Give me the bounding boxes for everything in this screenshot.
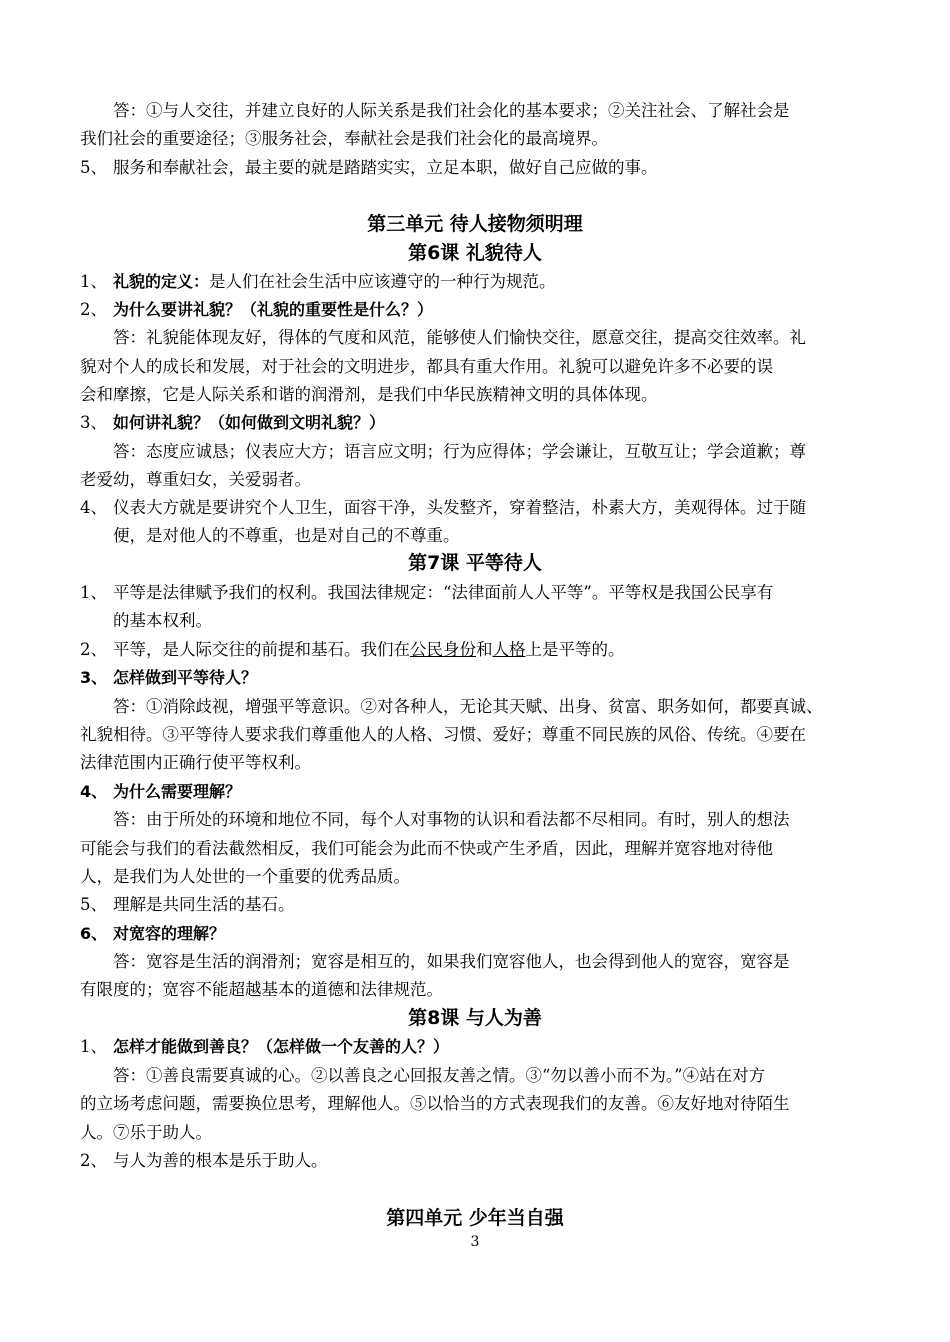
answer-line: 人。⑦乐于助人。	[80, 1123, 212, 1142]
item-text: 便，是对他人的不尊重，也是对自己的不尊重。	[113, 526, 460, 545]
answer-line: 答：态度应诚恳；仪表应大方；语言应文明；行为应得体；学会谦让，互敬互让；学会道歉；尊	[113, 442, 806, 461]
answer-line: 貌对个人的成长和发展，对于社会的文明进步，都具有重大作用。礼貌可以避免许多不必要的误	[80, 357, 773, 376]
lesson-heading: 第7课 平等待人	[408, 552, 542, 574]
answer-line: 我们社会的重要途径；③服务社会，奉献社会是我们社会化的最高境界。	[80, 129, 608, 148]
answer-line: 的立场考虑问题，需要换位思考，理解他人。⑤以恰当的方式表现我们的友善。⑥友好地对待陌生	[80, 1094, 790, 1113]
item-body: 是人们在社会生活中应该遵守的一种行为规范。	[209, 272, 556, 291]
lesson-heading: 第8课 与人为善	[408, 1007, 542, 1029]
item-number: 4、	[80, 782, 108, 801]
item-number: 4、	[80, 498, 107, 517]
item-text: 平等是法律赋予我们的权利。我国法律规定：“法律面前人人平等”。平等权是我国公民享有	[113, 583, 774, 602]
answer-line: 答：由于所处的环境和地位不同，每个人对事物的认识和看法都不尽相同。有时，别人的想法	[113, 810, 790, 829]
underlined-term: 人格	[492, 640, 526, 659]
page-number: 3	[470, 1234, 480, 1250]
item-text	[113, 271, 913, 293]
item-text: 的基本权利。	[113, 611, 212, 630]
answer-line: 法律范围内正确行使平等权利。	[80, 753, 311, 772]
answer-line: 答：①消除歧视，增强平等意识。②对各种人，无论其天赋、出身、贫富、职务如何，都要真诚、	[113, 697, 823, 716]
item-number: 5、	[80, 158, 107, 177]
answer-line: 答：宽容是生活的润滑剂；宽容是相互的，如果我们宽容他人，也会得到他人的宽容，宽容是	[113, 952, 790, 971]
answer-line: 会和摩擦，它是人际关系和谐的润滑剂，是我们中华民族精神文明的具体体现。	[80, 385, 658, 404]
answer-line: 答：①善良需要真诚的心。②以善良之心回报友善之情。③“勿以善小而不为。”④站在对方	[113, 1066, 766, 1085]
item-number: 5、	[80, 895, 107, 914]
item-number: 2、	[80, 1151, 107, 1170]
underlined-term: 公民身份	[410, 640, 476, 659]
item-label: 礼貌的定义：	[113, 272, 210, 291]
unit-heading: 第三单元 待人接物须明理	[367, 213, 583, 235]
item-number: 3、	[80, 668, 108, 687]
item-number: 2、	[80, 640, 107, 659]
item-number: 3、	[80, 413, 107, 432]
question-text: 如何讲礼貌？（如何做到文明礼貌？）	[113, 413, 386, 432]
question-text: 为什么需要理解？	[113, 782, 242, 801]
answer-line: 老爱幼，尊重妇女，关爱弱者。	[80, 470, 311, 489]
item-number: 6、	[80, 924, 108, 943]
answer-line: 礼貌相待。③平等待人要求我们尊重他人的人格、习惯、爱好；尊重不同民族的风俗、传统。④要在	[80, 725, 806, 744]
question-text: 怎样做到平等待人？	[113, 668, 258, 687]
answer-line: 可能会与我们的看法截然相反，我们可能会为此而不快或产生矛盾，因此，理解并宽容地对待他	[80, 839, 773, 858]
text-span: 上是平等的。	[525, 640, 625, 659]
unit-heading: 第四单元 少年当自强	[386, 1207, 564, 1229]
text-span: 平等，是人际交往的前提和基石。我们在	[113, 640, 410, 659]
item-number: 1、	[80, 272, 107, 291]
question-text: 为什么要讲礼貌？（礼貌的重要性是什么？）	[113, 300, 434, 319]
item-number: 1、	[80, 583, 107, 602]
answer-line: 有限度的；宽容不能超越基本的道德和法律规范。	[80, 980, 443, 999]
item-text	[113, 639, 913, 661]
text-span: 和	[476, 640, 493, 659]
question-text: 怎样才能做到善良？（怎样做一个友善的人？）	[113, 1037, 450, 1056]
answer-line: 答：礼貌能体现友好，得体的气度和风范，能够使人们愉快交往，愿意交往，提高交往效率。礼	[113, 328, 806, 347]
answer-line: 答：①与人交往，并建立良好的人际关系是我们社会化的基本要求；②关注社会、了解社会是	[113, 101, 790, 120]
item-number: 2、	[80, 300, 107, 319]
item-text: 理解是共同生活的基石。	[113, 895, 295, 914]
item-text: 与人为善的根本是乐于助人。	[113, 1151, 328, 1170]
item-text: 服务和奉献社会，最主要的就是踏踏实实，立足本职，做好自己应做的事。	[113, 158, 658, 177]
lesson-heading: 第6课 礼貌待人	[408, 242, 542, 264]
item-number: 1、	[80, 1037, 107, 1056]
item-text: 仪表大方就是要讲究个人卫生，面容干净，头发整齐，穿着整洁，朴素大方，美观得体。过于随	[113, 498, 806, 517]
answer-line: 人，是我们为人处世的一个重要的优秀品质。	[80, 867, 410, 886]
question-text: 对宽容的理解？	[113, 924, 226, 943]
